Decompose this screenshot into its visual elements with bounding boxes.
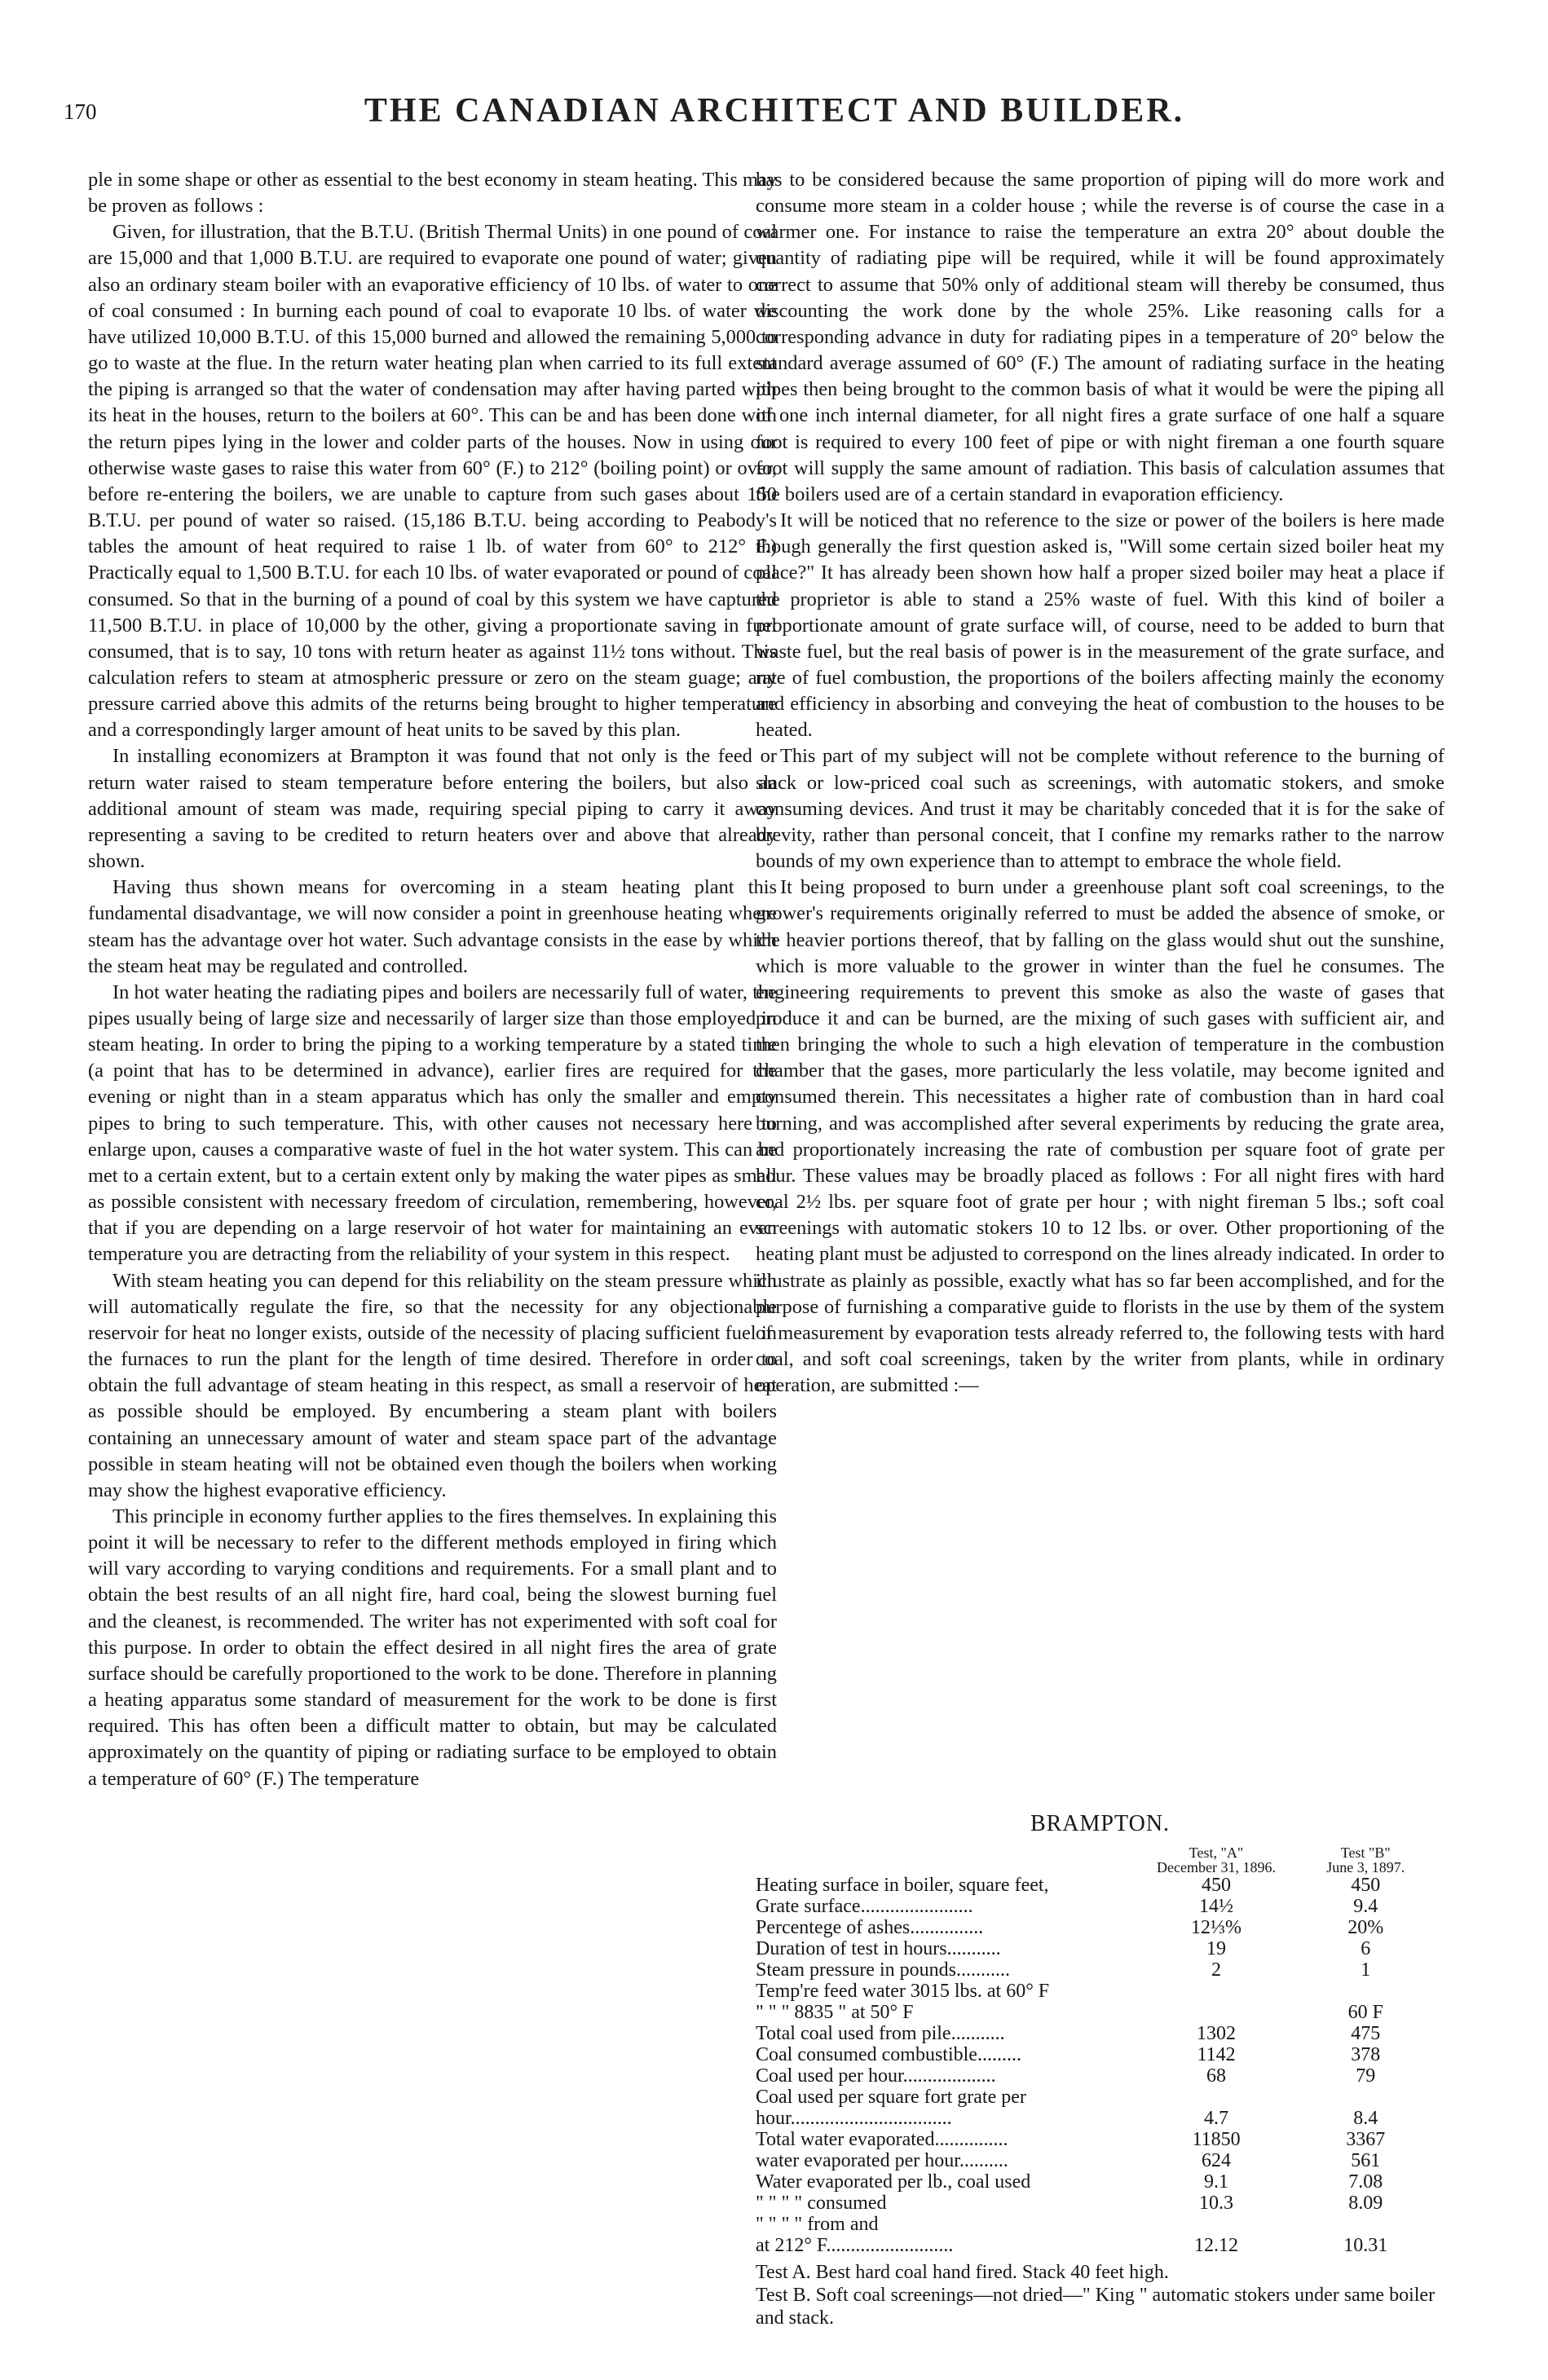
table-row bbox=[756, 2044, 1444, 2065]
test-a-value: 19 bbox=[1206, 1938, 1227, 1959]
row-label: Temp're feed water 3015 lbs. at 60° F bbox=[756, 1981, 1050, 2002]
table-row bbox=[756, 2129, 1444, 2150]
row-label: Coal consumed combustible......... bbox=[756, 2044, 1021, 2065]
table-row bbox=[756, 1959, 1444, 1981]
paragraph: With steam heating you can depend for this reliability on the steam pressure which will automatically regulate the fire, so that the necessity for any objectionable reservoir for heat no longer exists, outside of the necessity of placing sufficient fuel in the furnaces to run the plant for the length of time desired. Therefore in order to obtain the full advantage of steam heating in this respect, as small a reservoir of heat as possible should be employed. By encumbering a steam plant with boilers containing an unnecessary amount of water and steam space part of the advantage possible in steam heating will not be obtained even though the boilers when working may show the highest evaporative efficiency. bbox=[88, 1269, 777, 1501]
paragraph: This part of my subject will not be complete without reference to the burning of slack or low-priced coal such as screenings, with automatic stokers, and smoke consuming devices. And trust it may be charitably conceded that it is for the sake of brevity, rather than personal conceit, that I confine my remarks rather to the narrow bounds of my own experience than to attempt to embrace the whole field. bbox=[756, 745, 1444, 873]
test-b-value: 8.4 bbox=[1353, 2108, 1378, 2129]
table-body bbox=[756, 1875, 1444, 2256]
left-column bbox=[88, 167, 777, 1792]
table-row bbox=[756, 2023, 1444, 2044]
table-row bbox=[756, 1896, 1444, 1917]
test-b-value: 561 bbox=[1351, 2150, 1381, 2171]
test-b-value: 475 bbox=[1351, 2023, 1381, 2044]
row-label: Steam pressure in pounds........... bbox=[756, 1959, 1010, 1981]
table-row bbox=[756, 2193, 1444, 2214]
test-a-value: 1302 bbox=[1197, 2023, 1237, 2044]
test-note: Test B. Soft coal screenings—not dried—" King " automatic stokers under same boiler and stack. bbox=[756, 2285, 1436, 2329]
table-row bbox=[756, 1938, 1444, 1959]
table-row bbox=[756, 2171, 1444, 2193]
row-label: " " " " consumed bbox=[756, 2193, 887, 2214]
table-row bbox=[756, 2002, 1444, 2023]
page-number: 170 bbox=[64, 99, 97, 124]
paragraph: Given, for illustration, that the B.T.U. (British Thermal Units) in one pound of coal are 15,000 and that 1,000 B.T.U. are required to evaporate one pound of water; given also an ordinary steam boiler with an evaporative efficiency of 10 lbs. of water to one of coal consumed : In burning each pound of coal to evaporate 10 lbs. of water we have utilized 10,000 B.T.U. of this 15,000 burned and allowed the remaining 5,000 to go to waste at the flue. In the return water heating plan when carried to its full extent the piping is arranged so that the water of condensation may after having parted with its heat in the houses, return to the boilers at 60°. This can be and has been done with the return pipes lying in the lower and colder parts of the houses. Now in using our otherwise waste gases to raise this water from 60° (F.) to 212° (boiling point) or over, before re-entering the boilers, we are unable to capture from such gases about 150 B.T.U. per pound of water so raised. (15,186 B.T.U. being according to Peabody's tables the amount of heat required to raise 1 lb. of water from 60° to 212° F.) Practically equal to 1,500 B.T.U. for each 10 lbs. of water evaporated or pound of coal consumed. So that in the burning of a pound of coal by this system we have captured 11,500 B.T.U. in place of 10,000 by the other, giving a proportionate saving in fuel consumed, that is to say, 10 tons with return heater as against 11½ tons without. This calculation refers to steam at atmospheric pressure or zero on the steam guage; any pressure carried above this admits of the returns being brought to higher temperature and a correspondingly larger amount of heat units to be saved by this plan. bbox=[88, 221, 777, 742]
table-header-row bbox=[756, 1845, 1444, 1875]
running-head: THE CANADIAN ARCHITECT AND BUILDER. bbox=[364, 92, 1185, 130]
test-a-value: 450 bbox=[1202, 1875, 1232, 1896]
test-b-value: 79 bbox=[1356, 2065, 1376, 2087]
test-a-value: 2 bbox=[1211, 1959, 1222, 1981]
test-b-value: 60 F bbox=[1347, 2002, 1383, 2023]
paragraph: ple in some shape or other as essential to the best economy in steam heating. This may be proven as follows : bbox=[88, 169, 777, 218]
test-b-value: 6 bbox=[1361, 1938, 1371, 1959]
row-label: hour................................. bbox=[756, 2108, 952, 2129]
row-label: Coal used per hour................... bbox=[756, 2065, 996, 2087]
paragraph: It being proposed to burn under a greenhouse plant soft coal screenings, to the grower's requirements originally referred to must be added the absence of smoke, or the heavier portions thereof, that by falling on the glass would shut out the sunshine, which is more valuable to the grower in winter than the fuel he consumes. The engineering requirements to prevent this smoke as also the waste of gases that produce it and can be burned, are the mixing of such gases with sufficient air, and then bringing the whole to such a high elevation of temperature in the combustion chamber that the gases, more particularly the less volatile, may become ignited and consumed therein. This necessitates a higher rate of combustion than in hard coal burning, and was accomplished after several experiments by reducing the grate area, and proportionately increasing the rate of combustion per square foot of grate per hour. These values may be broadly placed as follows : For all night fires with hard coal 2½ lbs. per square foot of grate per hour ; with night fireman 5 lbs.; soft coal screenings with automatic stokers 10 to 12 lbs. or over. Other proportioning of the heating plant must be adjusted to correspond on the lines already indicated. In order to illustrate as plainly as possible, exactly what has so far been accomplished, and for the purpose of furnishing a comparative guide to florists in the use by them of the system of measurement by evaporation tests already referred to, the following tests with hard coal, and soft coal screenings, taken by the writer from plants, while in ordinary operation, are submitted :— bbox=[756, 876, 1444, 1397]
test-a-value: 4.7 bbox=[1204, 2108, 1229, 2129]
table-row bbox=[756, 2235, 1444, 2256]
test-b-value: 10.31 bbox=[1343, 2235, 1388, 2256]
paragraph: Having thus shown means for overcoming in a steam heating plant this fundamental disadvantage, we will now consider a point in greenhouse heating where steam has the advantage over hot water. Such advantage consists in the ease by which the steam heat may be regulated and controlled. bbox=[88, 876, 777, 977]
test-note: Test A. Best hard coal hand fired. Stack 40 feet high. bbox=[756, 2262, 1169, 2283]
test-a-value: 14½ bbox=[1199, 1896, 1234, 1917]
paragraph: It will be noticed that no reference to the size or power of the boilers is here made though generally the first question asked is, "Will some certain sized boiler heat my place?" It has already been shown how half a proper sized boiler may heat a place if the proprietor is able to stand a 25% waste of fuel. With this kind of boiler a proportionate amount of grate surface will, of course, need to be added to burn that waste fuel, but the real basis of power is in the measurement of the grate surface, and rate of fuel combustion, the proportions of the boilers affecting mainly the economy and efficiency in absorbing and conveying the heat of combustion to the houses to be heated. bbox=[756, 509, 1444, 742]
test-a-value bbox=[1145, 1981, 1286, 2002]
row-label: Total coal used from pile........... bbox=[756, 2023, 1005, 2044]
test-b-value: 1 bbox=[1361, 1959, 1371, 1981]
row-label: " " " " from and bbox=[756, 2214, 879, 2235]
test-b-value: 7.08 bbox=[1348, 2171, 1383, 2193]
column-name: Test "B" bbox=[1340, 1844, 1391, 1861]
table-row bbox=[756, 2087, 1444, 2108]
column-date: June 3, 1897. bbox=[1326, 1859, 1405, 1875]
test-b-value: 20% bbox=[1347, 1917, 1384, 1938]
right-column bbox=[756, 167, 1444, 1399]
row-label: Total water evaporated............... bbox=[756, 2129, 1008, 2150]
column-date: December 31, 1896. bbox=[1157, 1859, 1276, 1875]
table-row bbox=[756, 2214, 1444, 2235]
test-b-value bbox=[1287, 2214, 1444, 2235]
row-label: Percentege of ashes............... bbox=[756, 1917, 984, 1938]
test-results-table bbox=[756, 1845, 1444, 2256]
test-b-value: 8.09 bbox=[1348, 2193, 1383, 2214]
table-row bbox=[756, 2065, 1444, 2087]
test-a-value: 10.3 bbox=[1199, 2193, 1234, 2214]
row-label: at 212° F.......................... bbox=[756, 2235, 954, 2256]
test-a-value bbox=[1145, 2087, 1286, 2108]
test-b-value bbox=[1287, 2087, 1444, 2108]
brampton-test-table bbox=[756, 1811, 1444, 2329]
table-row bbox=[756, 1917, 1444, 1938]
paragraph: This principle in economy further applies to the fires themselves. In explaining this point it will be necessary to refer to the different methods employed in firing which will vary according to varying conditions and requirements. For a small plant and to obtain the best results of an all night fire, hard coal, being the slowest burning fuel and the cleanest, is recommended. The writer has not experimented with soft coal for this purpose. In order to obtain the effect desired in all night fires the area of grate surface should be carefully proportioned to the work to be done. Therefore in planning a heating apparatus some standard of measurement for the work to be done is first required. This has often been a difficult matter to obtain, but may be calculated approximately on the quantity of piping or radiating surface to be employed to obtain a temperature of 60° (F.) The temperature bbox=[88, 1505, 777, 1790]
test-a-value bbox=[1145, 2002, 1286, 2023]
test-b-value: 9.4 bbox=[1353, 1896, 1378, 1917]
row-label: Water evaporated per lb., coal used bbox=[756, 2171, 1031, 2193]
test-b-value: 3367 bbox=[1346, 2129, 1386, 2150]
test-a-value: 12⅓% bbox=[1191, 1917, 1242, 1938]
test-a-value bbox=[1145, 2214, 1286, 2235]
test-a-value: 1142 bbox=[1197, 2044, 1236, 2065]
test-notes bbox=[756, 2261, 1444, 2329]
table-row bbox=[756, 2150, 1444, 2171]
test-a-value: 9.1 bbox=[1204, 2171, 1229, 2193]
paragraph: In hot water heating the radiating pipes and boilers are necessarily full of water, the pipes usually being of large size and necessarily of larger size than those employed in steam heating. In order to bring the piping to a working temperature by a stated time (a point that has to be determined in advance), earlier fires are required for the evening or night than in a steam apparatus which has only the smaller and empty pipes to bring to such temperature. This, with other causes not necessary here to enlarge upon, causes a comparative waste of fuel in the hot water system. This can be met to a certain extent, but to a certain extent only by making the water pipes as small as possible consistent with necessary freedom of circulation, remembering, however, that if you are depending on a large reservoir of hot water for maintaining an even temperature you are detracting from the reliability of your system in this respect. bbox=[88, 981, 777, 1266]
test-b-value bbox=[1287, 1981, 1444, 2002]
row-label: Duration of test in hours........... bbox=[756, 1938, 1001, 1959]
row-label: Grate surface....................... bbox=[756, 1896, 973, 1917]
test-b-value: 450 bbox=[1351, 1875, 1381, 1896]
column-header-test-b bbox=[1287, 1845, 1444, 1875]
row-label: Coal used per square fort grate per bbox=[756, 2087, 1026, 2108]
test-a-value: 68 bbox=[1206, 2065, 1227, 2087]
test-a-value: 11850 bbox=[1192, 2129, 1241, 2150]
column-header-test-a bbox=[1145, 1845, 1286, 1875]
table-title: BRAMPTON. bbox=[1030, 1811, 1171, 1836]
row-label: Heating surface in boiler, square feet, bbox=[756, 1875, 1049, 1896]
table-row bbox=[756, 2108, 1444, 2129]
row-label: " " " 8835 " at 50° F bbox=[756, 2002, 914, 2023]
test-a-value: 12.12 bbox=[1194, 2235, 1239, 2256]
row-label: water evaporated per hour.......... bbox=[756, 2150, 1008, 2171]
test-b-value: 378 bbox=[1351, 2044, 1381, 2065]
table-row bbox=[756, 1981, 1444, 2002]
paragraph: has to be considered because the same proportion of piping will do more work and consume more steam in a colder house ; while the reverse is of course the case in a warmer one. For instance to raise the temperature an extra 20° about double the quantity of radiating pipe will be required, while it will be found approximately correct to assume that 50% only of additional steam will thereby be consumed, thus discounting the work done by the whole 25%. Like reasoning calls for a corresponding advance in duty for radiating pipes in a temperature of 20° below the standard average assumed of 60° (F.) The amount of radiating surface in the heating pipes then being brought to the common basis of what it would be were the piping all of one inch internal diameter, for all night fires a grate surface of one half a square foot is required to every 100 feet of pipe or with night fireman a one fourth square foot will supply the same amount of radiation. This basis of calculation assumes that the boilers used are of a certain standard in evaporation efficiency. bbox=[756, 169, 1444, 505]
table-row bbox=[756, 1875, 1444, 1896]
test-a-value: 624 bbox=[1202, 2150, 1232, 2171]
column-name: Test, "A" bbox=[1189, 1844, 1244, 1861]
header-label-cell bbox=[756, 1845, 1145, 1875]
paragraph: In installing economizers at Brampton it was found that not only is the feed or return water raised to steam temperature before entering the boilers, but also an additional amount of steam was made, requiring special piping to carry it away representing a saving to be credited to return heaters over and above that already shown. bbox=[88, 745, 777, 873]
